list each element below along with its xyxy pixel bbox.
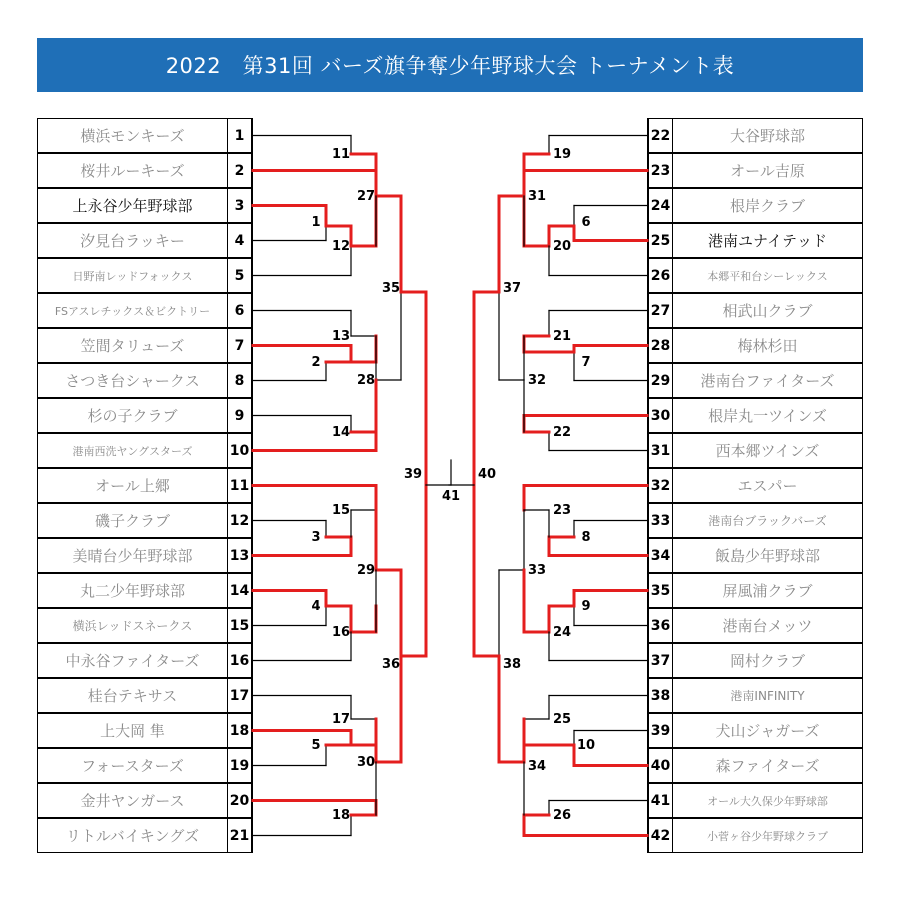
team-seed-number: 36 xyxy=(647,608,673,643)
team-name: 中永谷ファイターズ xyxy=(37,643,228,678)
team-seed-number: 19 xyxy=(227,748,253,783)
team-name: 根岸クラブ xyxy=(672,188,863,223)
team-name: 日野南レッドフォックス xyxy=(37,258,228,293)
team-seed-number: 20 xyxy=(227,783,253,818)
match-number-label: 6 xyxy=(581,215,591,230)
team-seed-number: 10 xyxy=(227,433,253,468)
match-number-label: 26 xyxy=(552,808,572,823)
match-number-label: 1 xyxy=(311,215,321,230)
team-seed-number: 7 xyxy=(227,328,253,363)
team-seed-number: 9 xyxy=(227,398,253,433)
team-seed-number: 25 xyxy=(647,223,673,258)
team-name: 本郷平和台シーレックス xyxy=(672,258,863,293)
match-number-label: 3 xyxy=(311,530,321,545)
team-name: 上大岡 隼 xyxy=(37,713,228,748)
match-number-label: 39 xyxy=(403,467,423,482)
team-name: FSアスレチックス＆ビクトリー xyxy=(37,293,228,328)
team-seed-number: 6 xyxy=(227,293,253,328)
team-seed-number: 2 xyxy=(227,153,253,188)
team-name: 杉の子クラブ xyxy=(37,398,228,433)
team-name: 美晴台少年野球部 xyxy=(37,538,228,573)
team-seed-number: 8 xyxy=(227,363,253,398)
team-seed-number: 40 xyxy=(647,748,673,783)
team-seed-number: 1 xyxy=(227,118,253,153)
team-seed-number: 38 xyxy=(647,678,673,713)
team-seed-number: 11 xyxy=(227,468,253,503)
team-name: 大谷野球部 xyxy=(672,118,863,153)
team-name: 港南INFINITY xyxy=(672,678,863,713)
match-number-label: 17 xyxy=(331,712,351,727)
team-name: 笠間タリューズ xyxy=(37,328,228,363)
team-name: 小菅ヶ谷少年野球クラブ xyxy=(672,818,863,853)
match-number-label: 12 xyxy=(331,239,351,254)
team-seed-number: 39 xyxy=(647,713,673,748)
team-seed-number: 3 xyxy=(227,188,253,223)
team-name: 港南台メッツ xyxy=(672,608,863,643)
team-seed-number: 29 xyxy=(647,363,673,398)
match-number-label: 9 xyxy=(581,599,591,614)
team-seed-number: 18 xyxy=(227,713,253,748)
team-name: フォースターズ xyxy=(37,748,228,783)
match-number-label: 40 xyxy=(477,467,497,482)
match-number-label: 4 xyxy=(311,599,321,614)
team-seed-number: 23 xyxy=(647,153,673,188)
team-seed-number: 35 xyxy=(647,573,673,608)
team-seed-number: 5 xyxy=(227,258,253,293)
team-name: 岡村クラブ xyxy=(672,643,863,678)
match-number-label: 27 xyxy=(356,189,376,204)
team-seed-number: 32 xyxy=(647,468,673,503)
team-seed-number: 42 xyxy=(647,818,673,853)
match-number-label: 29 xyxy=(356,563,376,578)
match-number-label: 5 xyxy=(311,738,321,753)
team-seed-number: 14 xyxy=(227,573,253,608)
page-title: 2022 第31回 バーズ旗争奪少年野球大会 トーナメント表 xyxy=(37,38,863,92)
team-name: 梅林杉田 xyxy=(672,328,863,363)
team-name: 横浜レッドスネークス xyxy=(37,608,228,643)
match-number-label: 11 xyxy=(331,147,351,162)
match-number-label: 34 xyxy=(527,759,547,774)
match-number-label: 14 xyxy=(331,425,351,440)
match-number-label: 19 xyxy=(552,147,572,162)
team-name: 汐見台ラッキー xyxy=(37,223,228,258)
match-number-label: 23 xyxy=(552,503,572,518)
match-number-label: 16 xyxy=(331,625,351,640)
match-number-label: 38 xyxy=(502,657,522,672)
match-number-label: 31 xyxy=(527,189,547,204)
match-number-label: 18 xyxy=(331,808,351,823)
team-name: 上永谷少年野球部 xyxy=(37,188,228,223)
team-seed-number: 26 xyxy=(647,258,673,293)
team-name: 桜井ルーキーズ xyxy=(37,153,228,188)
team-seed-number: 16 xyxy=(227,643,253,678)
team-name: 飯島少年野球部 xyxy=(672,538,863,573)
match-number-label: 25 xyxy=(552,712,572,727)
team-name: さつき台シャークス xyxy=(37,363,228,398)
team-seed-number: 22 xyxy=(647,118,673,153)
match-number-label: 35 xyxy=(381,281,401,296)
team-name: リトルバイキングズ xyxy=(37,818,228,853)
team-seed-number: 37 xyxy=(647,643,673,678)
match-number-label: 10 xyxy=(576,738,596,753)
team-name: 桂台テキサス xyxy=(37,678,228,713)
team-seed-number: 28 xyxy=(647,328,673,363)
team-name: オール大久保少年野球部 xyxy=(672,783,863,818)
match-number-label: 8 xyxy=(581,530,591,545)
team-seed-number: 17 xyxy=(227,678,253,713)
match-number-label: 41 xyxy=(441,489,461,504)
match-number-label: 2 xyxy=(311,355,321,370)
match-number-label: 15 xyxy=(331,503,351,518)
team-name: 屏風浦クラブ xyxy=(672,573,863,608)
match-number-label: 22 xyxy=(552,425,572,440)
team-name: 西本郷ツインズ xyxy=(672,433,863,468)
team-name: 丸二少年野球部 xyxy=(37,573,228,608)
team-name: 犬山ジャガーズ xyxy=(672,713,863,748)
team-name: 金井ヤンガース xyxy=(37,783,228,818)
team-seed-number: 24 xyxy=(647,188,673,223)
match-number-label: 20 xyxy=(552,239,572,254)
team-seed-number: 34 xyxy=(647,538,673,573)
team-name: 森ファイターズ xyxy=(672,748,863,783)
team-seed-number: 21 xyxy=(227,818,253,853)
team-seed-number: 13 xyxy=(227,538,253,573)
team-seed-number: 15 xyxy=(227,608,253,643)
team-name: オール吉原 xyxy=(672,153,863,188)
team-seed-number: 12 xyxy=(227,503,253,538)
team-name: 港南台ブラックバーズ xyxy=(672,503,863,538)
team-name: エスパー xyxy=(672,468,863,503)
match-number-label: 32 xyxy=(527,373,547,388)
match-number-label: 13 xyxy=(331,329,351,344)
team-seed-number: 31 xyxy=(647,433,673,468)
team-name: 港南西洗ヤングスターズ xyxy=(37,433,228,468)
team-name: 港南台ファイターズ xyxy=(672,363,863,398)
match-number-label: 37 xyxy=(502,281,522,296)
match-number-label: 7 xyxy=(581,355,591,370)
team-name: 相武山クラブ xyxy=(672,293,863,328)
match-number-label: 28 xyxy=(356,373,376,388)
match-number-label: 30 xyxy=(356,755,376,770)
match-number-label: 21 xyxy=(552,329,572,344)
match-number-label: 33 xyxy=(527,563,547,578)
match-number-label: 36 xyxy=(381,657,401,672)
team-name: オール上郷 xyxy=(37,468,228,503)
team-seed-number: 30 xyxy=(647,398,673,433)
team-name: 磯子クラブ xyxy=(37,503,228,538)
team-name: 横浜モンキーズ xyxy=(37,118,228,153)
team-name: 港南ユナイテッド xyxy=(672,223,863,258)
team-seed-number: 27 xyxy=(647,293,673,328)
team-seed-number: 33 xyxy=(647,503,673,538)
match-number-label: 24 xyxy=(552,625,572,640)
team-seed-number: 41 xyxy=(647,783,673,818)
team-seed-number: 4 xyxy=(227,223,253,258)
team-name: 根岸丸一ツインズ xyxy=(672,398,863,433)
